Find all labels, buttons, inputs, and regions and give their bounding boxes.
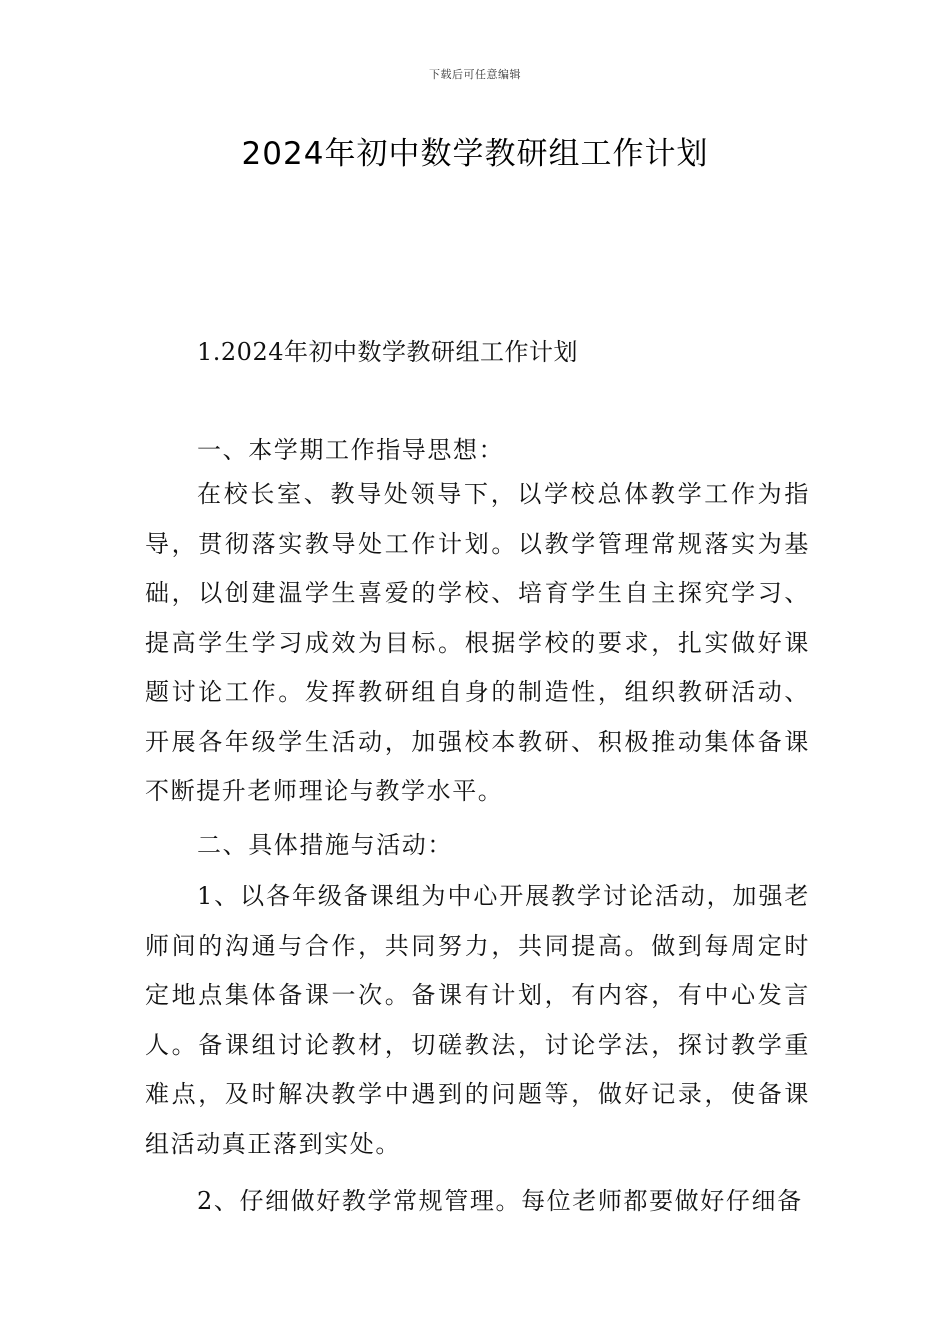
section-guiding-ideas-body <box>145 470 810 817</box>
section-measures-body <box>145 872 810 1169</box>
section-measures-body-continued <box>145 1177 810 1227</box>
section-heading-guiding-ideas: 一、本学期工作指导思想： <box>197 436 505 464</box>
paragraph-guiding-ideas: 在校长室、教导处领导下，以学校总体教学工作为指导，贯彻落实教导处工作计划。以教学管理常规落实为基础，以创建温学生喜爱的学校、培育学生自主探究学习、提高学生学习成效为目标。根据学校的要求，扎实做好课题讨论工作。发挥教研组自身的制造性，组织教研活动、开展各年级学生活动，加强校本教研、积极推动集体备课不断提升老师理论与教学水平。 <box>145 480 810 805</box>
document-subtitle: 1.2024年初中数学教研组工作计划 <box>197 338 578 366</box>
header-note: 下载后可任意编辑 <box>429 68 521 81</box>
paragraph-item-2: 2、仔细做好教学常规管理。每位老师都要做好仔细备 <box>197 1187 803 1215</box>
paragraph-item-1: 1、以各年级备课组为中心开展教学讨论活动，加强老师间的沟通与合作，共同努力，共同提高。做到每周定时定地点集体备课一次。备课有计划，有内容，有中心发言人。备课组讨论教材，切磋教法，讨论学法，探讨教学重难点，及时解决教学中遇到的问题等，做好记录，使备课组活动真正落到实处。 <box>145 882 810 1158</box>
document-title: 2024年初中数学教研组工作计划 <box>241 136 709 172</box>
section-heading-measures: 二、具体措施与活动： <box>197 831 453 859</box>
